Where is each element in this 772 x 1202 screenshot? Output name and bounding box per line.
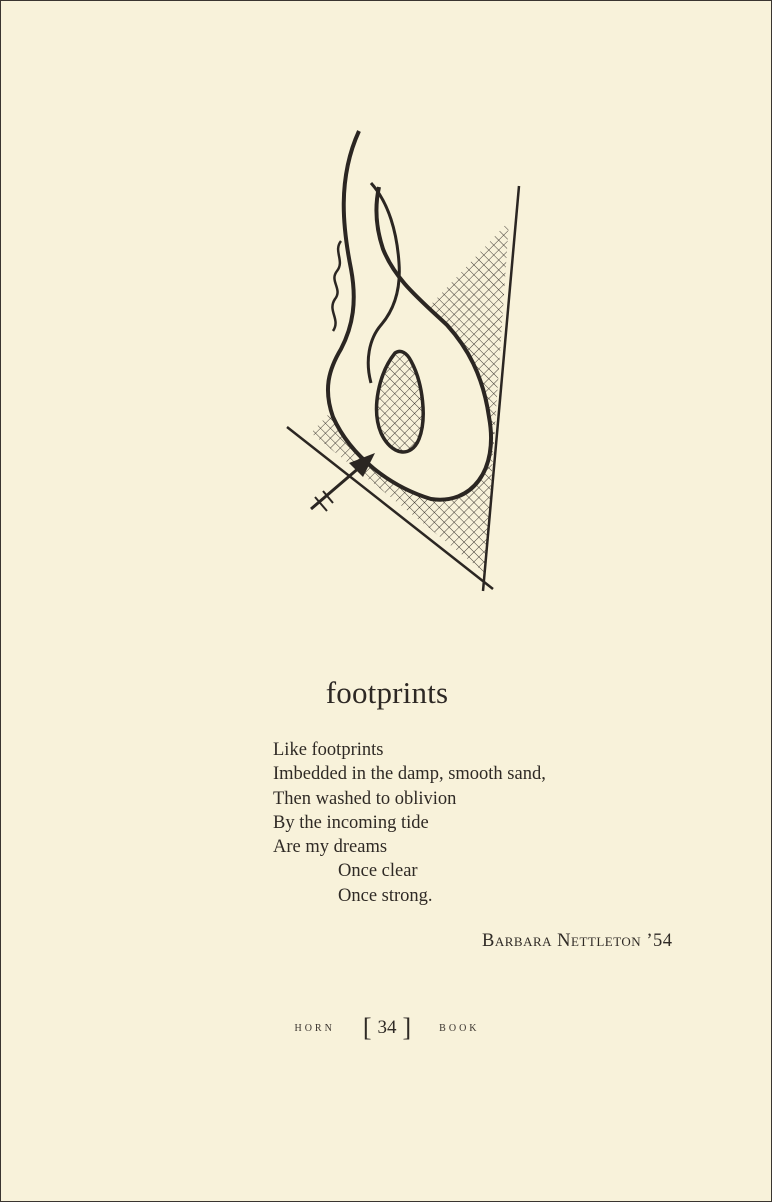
- poem-line-indented: Once clear: [338, 861, 418, 882]
- poem-line-indented: Once strong.: [338, 885, 433, 906]
- poem-title: footprints: [325, 675, 449, 710]
- footprint-illustration: [271, 121, 531, 601]
- poem-body: [273, 738, 546, 908]
- poem-line: Like footprints: [273, 740, 384, 760]
- page-number-block: [357, 1013, 417, 1043]
- poem-line: Are my dreams: [273, 837, 388, 858]
- poem-line: Imbedded in the damp, smooth sand,: [273, 764, 546, 785]
- footer-left-word: HORN: [294, 1022, 335, 1034]
- page-footer: [1, 1013, 772, 1043]
- wavy-edge: [332, 241, 341, 331]
- poem-author: Barbara Nettleton ’54: [482, 931, 673, 951]
- page-number: 34: [377, 1017, 397, 1038]
- poem-line: Then washed to oblivion: [273, 788, 457, 809]
- footer-right-word: BOOK: [439, 1022, 480, 1034]
- open-bracket: [: [362, 1013, 372, 1042]
- close-bracket: ]: [402, 1013, 412, 1042]
- poem-line: By the incoming tide: [273, 812, 429, 833]
